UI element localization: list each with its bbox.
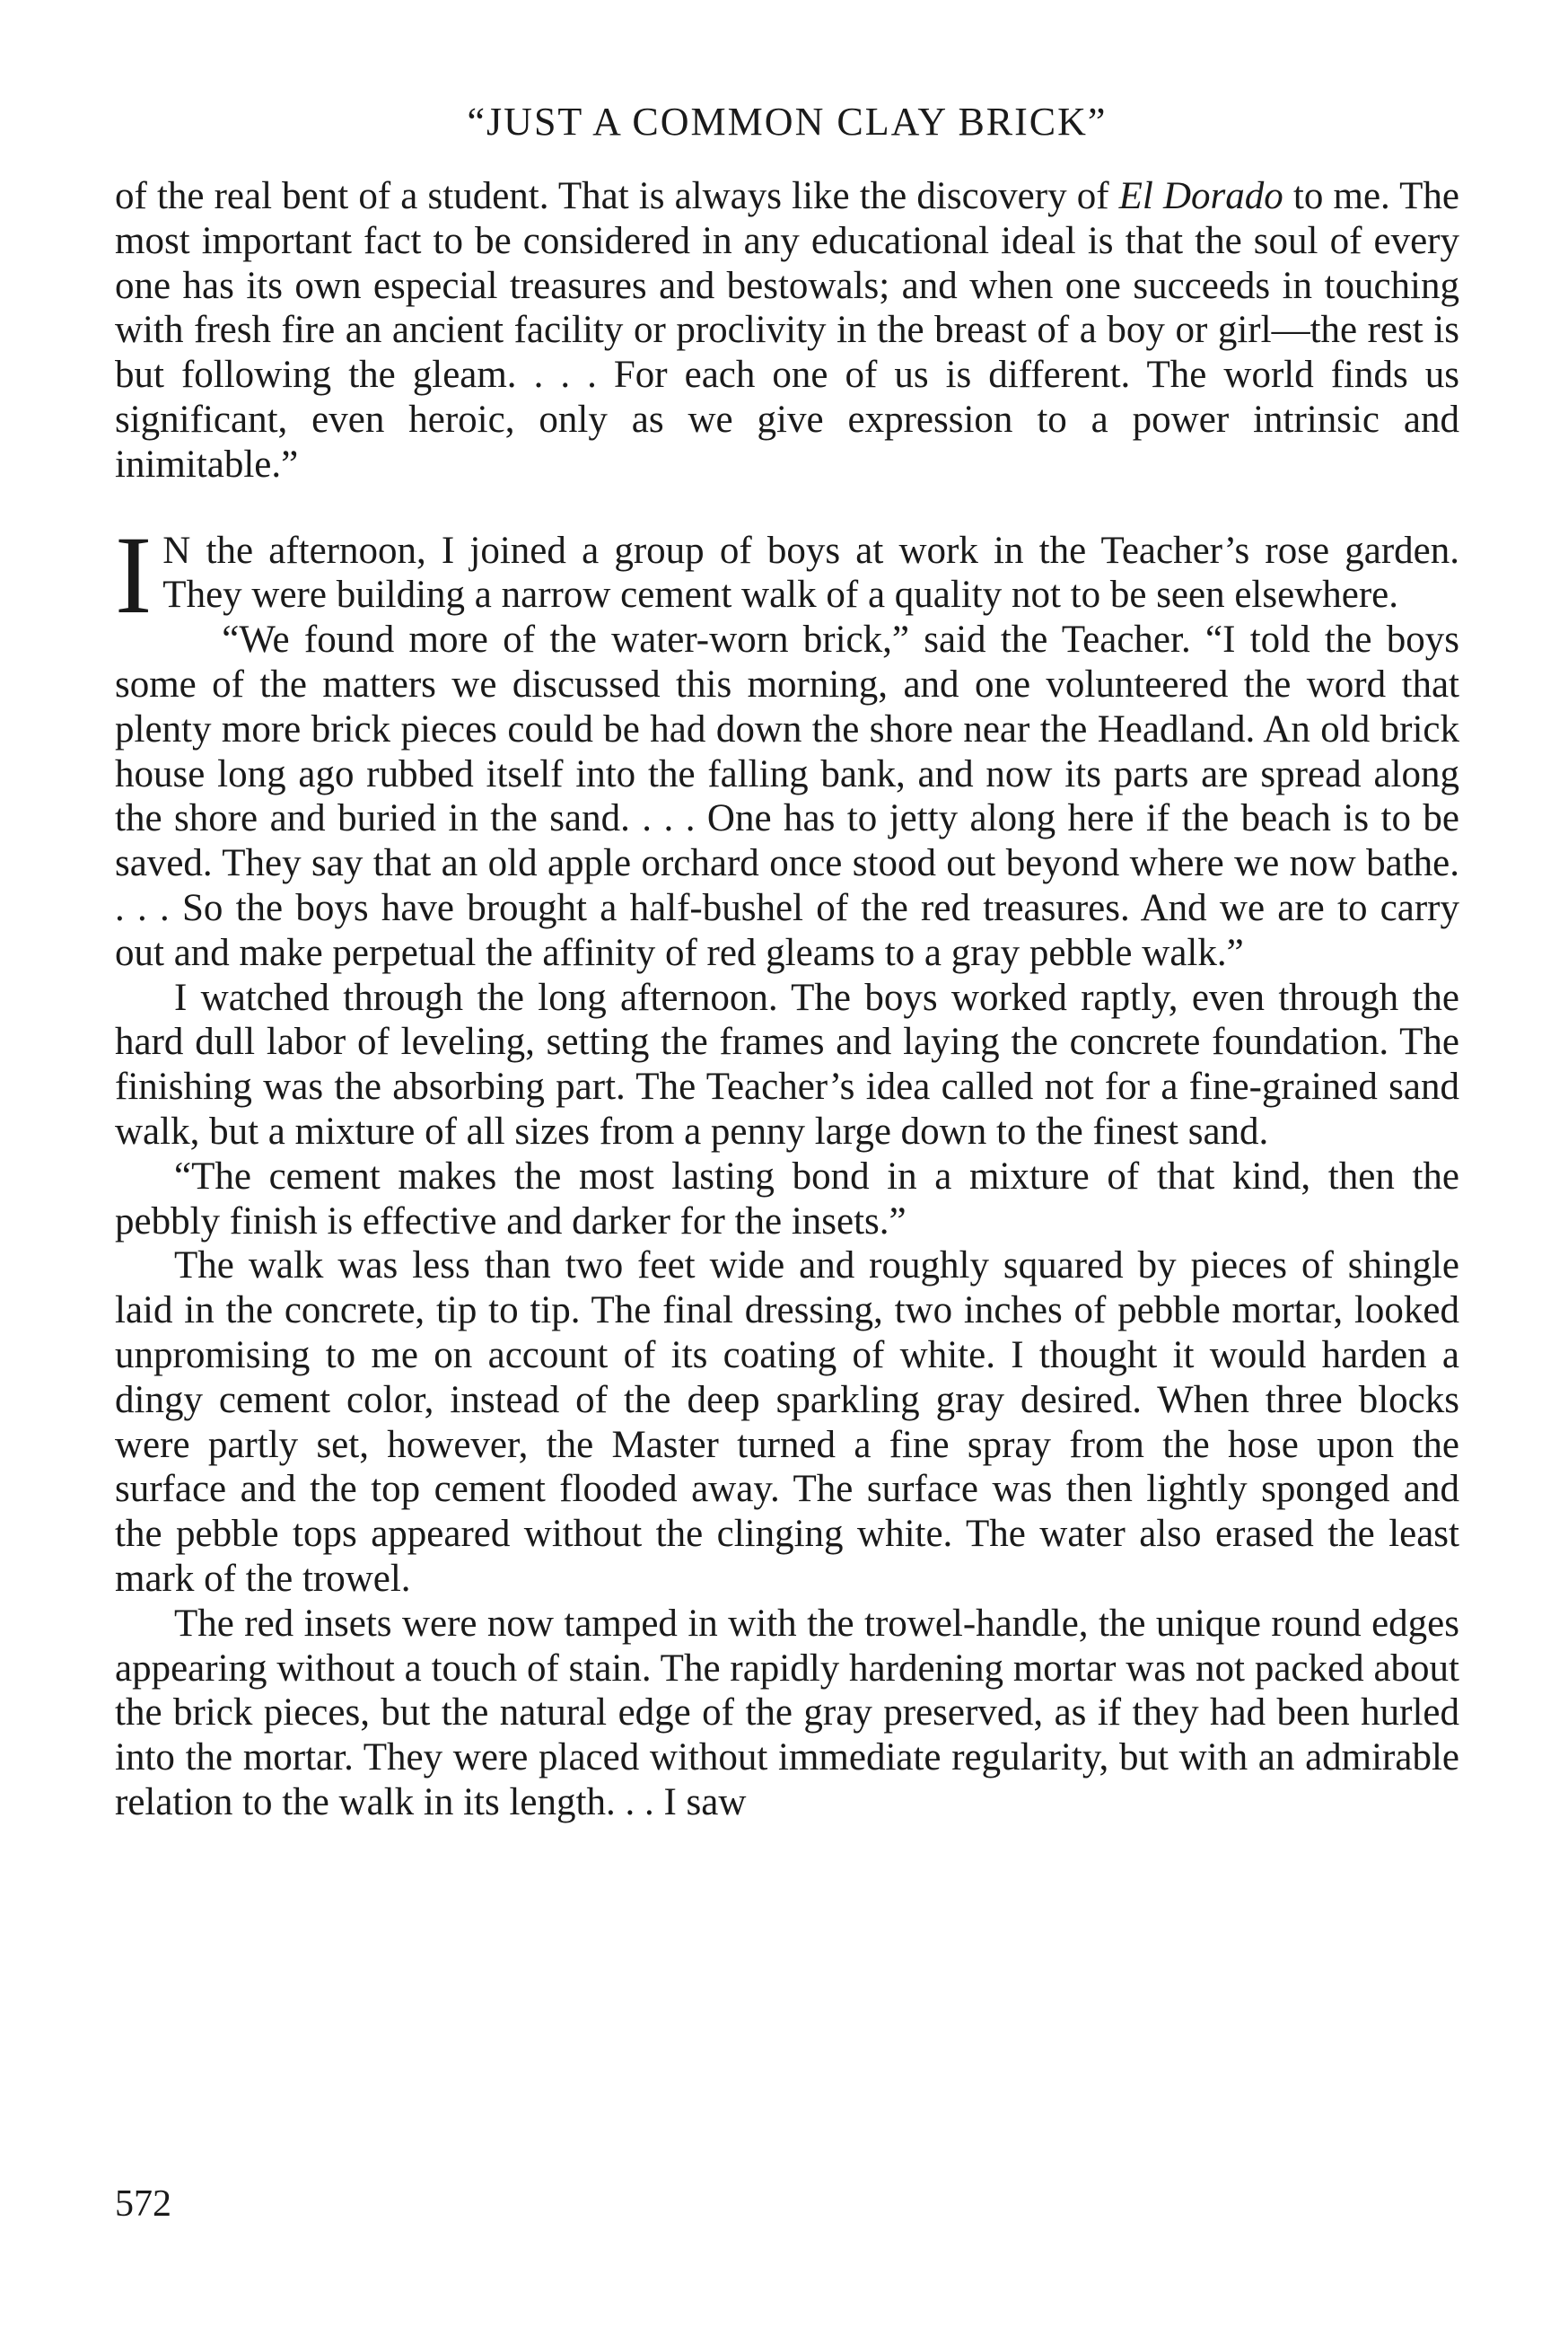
body-text — [115, 174, 1459, 1825]
paragraph: The red insets were now tamped in with the trowel-handle, the unique round edges appearing without a touch of stain. The rapidly hardening mortar was not packed about the brick pieces, but the natural edge of the gray preserved, as if they had been hurled into the mortar. They were placed without immediate regularity, but with an admirable relation to the walk in its length. . . I saw — [115, 1602, 1459, 1823]
italic-phrase: El Dorado — [1118, 175, 1283, 217]
paragraph-text: to me. The most important fact to be considered in any educational ideal is that the soul of every one has its own especial treasures and bestowals; and when one succeeds in touching with fresh fire an ancient facility or proclivity in the breast of a boy or girl—the rest is but following the gleam. . . . For each one of us is different. The world finds us significant, even heroic, only as we give expression to a power intrinsic and inimitable.” — [115, 175, 1459, 486]
paragraph: “The cement makes the most lasting bond in a mixture of that kind, then the pebbly finish is effective and darker for the insets.” — [115, 1155, 1459, 1243]
drop-cap: I — [115, 513, 153, 637]
running-head-title: “JUST A COMMON CLAY BRICK” — [467, 100, 1108, 144]
paragraph: “We found more of the water-worn brick,” said the Teacher. “I told the boys some of the matters we discussed this morning, and one volunteered the word that plenty more brick pieces could be had down the shore near the Headland. An old brick house long ago rubbed itself into the falling bank, and now its parts are spread along the shore and buried in the sand. . . . One has to jetty along here if the beach is to be saved. They say that an old apple orchard once stood out beyond where we now bathe. . . . So the boys have brought a half-bushel of the red treasures. And we are to carry out and make perpetual the affinity of red gleams to a gray pebble walk.” — [115, 619, 1459, 974]
paragraph: The walk was less than two feet wide and roughly squared by pieces of shingle laid in the concrete, tip to tip. The final dressing, two inches of pebble mortar, looked unpromising to me on account of its coating of white. I thought it would harden a dingy cement color, instead of the deep sparkling gray desired. When three blocks were partly set, however, the Master turned a fine spray from the hose upon the surface and the top cement flooded away. The surface was then lightly sponged and the pebble tops appeared without the clinging white. The water also erased the least mark of the trowel. — [115, 1244, 1459, 1600]
book-page — [115, 97, 1459, 2288]
paragraph-continued — [115, 174, 1459, 487]
paragraph-text: N the afternoon, I joined a group of boys at work in the Teacher’s rose garden. They were building a narrow cement walk of a quality not to be seen elsewhere. — [162, 529, 1459, 617]
paragraph: I watched through the long afternoon. The boys worked raptly, even through the hard dull labor of leveling, setting the frames and laying the concrete foundation. The finishing was the absorbing part. The Teacher’s idea called not for a fine-grained sand walk, but a mixture of all sizes from a penny large down to the finest sand. — [115, 976, 1459, 1153]
paragraph-section-start — [115, 513, 1459, 637]
paragraph-text: of the real bent of a student. That is always like the discovery of — [115, 175, 1119, 217]
page-number: 572 — [115, 2183, 171, 2225]
